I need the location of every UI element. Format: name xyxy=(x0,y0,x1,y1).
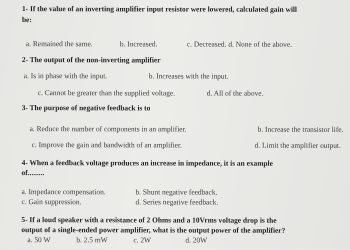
question-4-line-2: of......... xyxy=(21,168,45,178)
question-2-option-d: d. All of the above. xyxy=(206,88,264,98)
question-3-option-b: b. Increase the transistor life. xyxy=(257,124,344,134)
question-5-line-2: output of a single-ended power amplifier, what is the output power of the amplifier? xyxy=(21,225,286,235)
question-4-option-c: c. Gain suppression. xyxy=(21,197,82,207)
question-5-option-a: a. 50 W xyxy=(27,235,51,245)
question-4-line-1: 4- When a feedback voltage produces an increase in impedance, it is an example xyxy=(21,158,273,168)
question-5-option-c: c. 2W xyxy=(133,235,152,245)
question-4-option-b: b. Shunt negative feedback. xyxy=(135,187,218,197)
question-1-option-b: b. Increased. xyxy=(119,39,158,49)
question-3-option-c: c. Improve the gain and bandwidth of an amplifier. xyxy=(31,140,182,150)
question-3-option-d: d. Limit the amplifier output. xyxy=(254,140,341,150)
question-5-option-b: b. 2.5 mW xyxy=(76,235,108,245)
question-1-option-a: a. Remained the same. xyxy=(25,39,93,49)
question-1-line-1: 1- If the value of an inverting amplifier input resistor were lowered, calculated gain will xyxy=(21,4,298,14)
question-2-option-c: c. Cannot be greater than the supplied voltage. xyxy=(37,88,176,98)
question-1-line-2: be: xyxy=(21,15,32,25)
question-5-line-1: 5- If a loud speaker with a resistance of 2 Ohms and a 10Vrms voltage drop is the xyxy=(21,215,277,225)
question-3-option-a: a. Reduce the number of components in an amplifier. xyxy=(29,124,187,134)
question-4-option-d: d. Series negative feedback. xyxy=(135,197,219,207)
question-4-option-a: a. Impedance compensation. xyxy=(21,187,106,197)
question-2-option-b: b. Increases with the input. xyxy=(148,71,229,81)
question-3-text: 3- The purpose of negative feedback is to xyxy=(21,103,151,113)
question-1-option-c-d: c. Decreased. d. None of the above. xyxy=(186,39,292,49)
question-5-option-d: d. 20W xyxy=(185,235,208,245)
question-2-text: 2- The output of the non-inverting amplifier xyxy=(21,55,161,65)
question-2-option-a: a. Is in phase with the input. xyxy=(23,71,108,81)
